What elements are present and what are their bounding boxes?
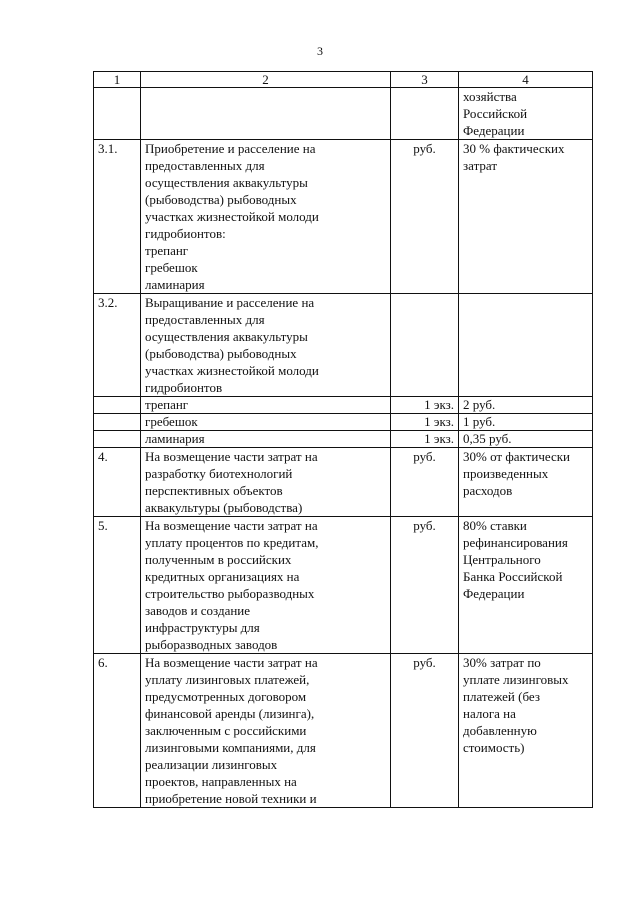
rate-cell [459,88,593,140]
unit-cell: руб. [391,140,459,294]
description-line: кредитных организациях на [145,569,300,584]
rate-line: стоимость) [463,740,525,755]
rate-line: хозяйства [463,89,517,104]
description-line: На возмещение части затрат на [145,655,318,670]
unit-cell [391,88,459,140]
description-cell [141,448,391,517]
table-row [94,140,593,294]
rate-cell [459,448,593,517]
description-line: Выращивание и расселение на [145,295,315,310]
rate-line: платежей (без [463,689,540,704]
rate-cell [459,140,593,294]
description-line: заводов и создание [145,603,251,618]
description-line: Приобретение и расселение на [145,141,316,156]
description-line: (рыбоводства) рыбоводных [145,346,297,361]
rate-cell [459,654,593,808]
rate-line: Федерации [463,123,525,138]
description-line: ламинария [145,277,205,292]
description-line: участках жизнестойкой молоди [145,363,319,378]
item-number-cell: 4. [94,448,141,517]
rate-line: расходов [463,483,513,498]
description-line: гидробионтов [145,380,223,395]
column-header: 2 [141,72,391,88]
table-sub-row [94,414,593,431]
rate-line: Центрального [463,552,541,567]
description-line: полученным в российских [145,552,292,567]
item-number-cell [94,88,141,140]
rate-line: налога на [463,706,516,721]
column-header: 4 [459,72,593,88]
rate-cell: 2 руб. [459,397,593,414]
rate-cell: 0,35 руб. [459,431,593,448]
subsidy-rates-table [93,71,593,808]
page-number: 3 [317,44,323,58]
rate-cell [459,517,593,654]
unit-cell: руб. [391,517,459,654]
description-line: строительство рыборазводных [145,586,315,601]
rate-cell: 1 руб. [459,414,593,431]
description-line: гребешок [145,260,198,275]
rate-line: Российской [463,106,528,121]
description-line: (рыбоводства) рыбоводных [145,192,297,207]
rate-line: добавленную [463,723,537,738]
item-number-cell [94,414,141,431]
rate-line: 30% от фактически [463,449,570,464]
table-row [94,294,593,397]
column-header: 3 [391,72,459,88]
unit-cell: 1 экз. [391,414,459,431]
description-line: уплату лизинговых платежей, [145,672,310,687]
rate-line: уплате лизинговых [463,672,569,687]
description-cell [141,654,391,808]
item-number-cell: 3.2. [94,294,141,397]
description-line: уплату процентов по кредитам, [145,535,319,550]
description-line: участках жизнестойкой молоди [145,209,319,224]
rate-line: 30 % фактических [463,141,565,156]
description-line: предусмотренных договором [145,689,307,704]
description-line: приобретение новой техники и [145,791,317,806]
table-header-row [94,72,593,88]
description-cell: гребешок [141,414,391,431]
item-number-cell [94,431,141,448]
description-line: перспективных объектов [145,483,283,498]
table-row [94,448,593,517]
description-cell [141,517,391,654]
description-cell: трепанг [141,397,391,414]
description-line: На возмещение части затрат на [145,518,318,533]
table-row [94,517,593,654]
unit-cell: руб. [391,654,459,808]
description-line: проектов, направленных на [145,774,297,789]
unit-cell [391,294,459,397]
rate-line: 80% ставки [463,518,527,533]
description-line: заключенным с российскими [145,723,307,738]
item-number-cell: 3.1. [94,140,141,294]
description-line: аквакультуры (рыбоводства) [145,500,303,515]
description-line: трепанг [145,243,189,258]
description-line: инфраструктуры для [145,620,260,635]
description-line: реализации лизинговых [145,757,278,772]
description-line: рыборазводных заводов [145,637,278,652]
unit-cell: руб. [391,448,459,517]
description-line: предоставленных для [145,312,265,327]
rate-line: затрат [463,158,498,173]
rate-line: Федерации [463,586,525,601]
rate-line: 30% затрат по [463,655,541,670]
table-sub-row [94,397,593,414]
unit-cell: 1 экз. [391,431,459,448]
description-cell [141,88,391,140]
rate-line: рефинансирования [463,535,568,550]
item-number-cell [94,397,141,414]
description-line: финансовой аренды (лизинга), [145,706,315,721]
description-line: гидробионтов: [145,226,226,241]
item-number-cell: 6. [94,654,141,808]
unit-cell: 1 экз. [391,397,459,414]
description-line: осуществления аквакультуры [145,175,308,190]
item-number-cell: 5. [94,517,141,654]
rate-line: произведенных [463,466,549,481]
rate-cell [459,294,593,397]
table-sub-row [94,431,593,448]
description-line: осуществления аквакультуры [145,329,308,344]
column-header: 1 [94,72,141,88]
description-line: разработку биотехнологий [145,466,293,481]
table-row [94,88,593,140]
table-row [94,654,593,808]
description-line: На возмещение части затрат на [145,449,318,464]
description-cell [141,140,391,294]
description-line: лизинговыми компаниями, для [145,740,316,755]
description-line: предоставленных для [145,158,265,173]
rate-line: Банка Российской [463,569,563,584]
description-cell: ламинария [141,431,391,448]
description-cell [141,294,391,397]
